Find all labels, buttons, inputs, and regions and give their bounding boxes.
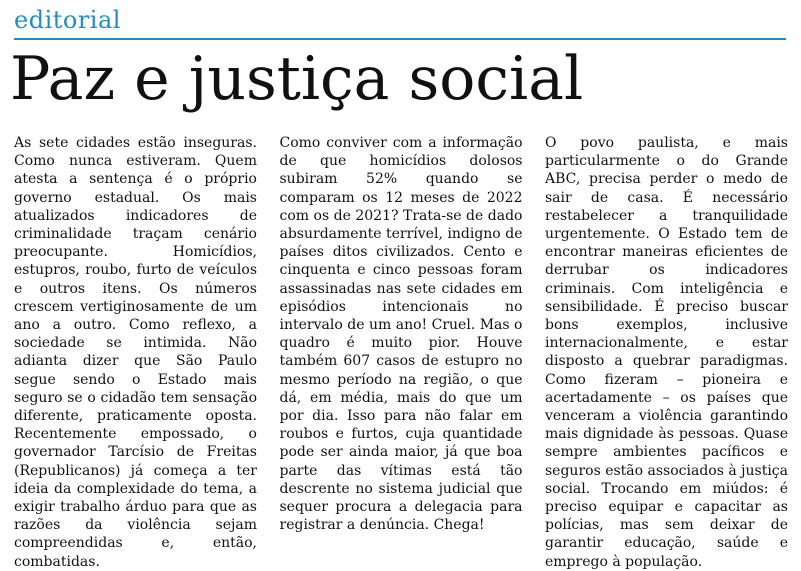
- headline: Paz e justiça social: [10, 44, 584, 114]
- column-1: [14, 134, 257, 571]
- column-text: As sete cidades estão inseguras. Como nunca estiveram. Quem atesta a sentença é o próprio governo estadual. Os mais atualizados indicadores de criminalidade traçam cenário preocupante. Homicídios, estupros, roubo, furto de veículos e outros itens. Os números crescem vertiginosamente de um ano a outro. Como reflexo, a sociedade se intimida. Não adianta dizer que São Paulo segue sendo o Estado mais seguro se o cidadão tem sensação diferente, praticamente oposta. Recentemente empossado, o governador Tarcísio de Freitas (Republicanos) já começa a ter ideia da complexidade do tema, a exigir trabalho árduo para que as razões da violência sejam compreendidas e, então, combatidas.: [14, 135, 257, 570]
- column-3: [545, 134, 788, 571]
- article-body: [14, 134, 788, 571]
- column-text: O povo paulista, e mais particularmente o do Grande ABC, precisa perder o medo de sair de casa. É necessário restabelecer a tranquilidade urgentemente. O Estado tem de encontrar maneiras eficientes de derrubar os indicadores criminais. Com inteligência e sensibilidade. É preciso buscar bons exemplos, inclusive internacionalmente, e estar disposto a quebrar paradigmas. Como fizeram – pioneira e acertadamente – os países que venceram a violência garantindo mais dignidade às pessoas. Quase sempre ambientes pacíficos e seguros estão associados à justiça social. Trocando em miúdos: é preciso equipar e capacitar as polícias, mas sem deixar de garantir educação, saúde e emprego à população.: [545, 135, 788, 570]
- column-2: [280, 134, 523, 571]
- section-label: editorial: [14, 6, 121, 34]
- column-text: Como conviver com a informação de que homicídios dolosos subiram 52% quando se comparam os 12 meses de 2022 com os de 2021? Trata-se de dado absurdamente terrível, indigno de países ditos civilizados. Cento e cinquenta e cinco pessoas foram assassinadas nas sete cidades em episódios intencionais no intervalo de um ano! Cruel. Mas o quadro é muito pior. Houve também 607 casos de estupro no mesmo período na região, o que dá, em média, mais do que um por dia. Isso para não falar em roubos e furtos, cuja quantidade pode ser ainda maior, já que boa parte das vítimas está tão descrente no sistema judicial que sequer procura a delegacia para registrar a denúncia. Chega!: [279, 135, 523, 534]
- section-divider: [14, 38, 786, 40]
